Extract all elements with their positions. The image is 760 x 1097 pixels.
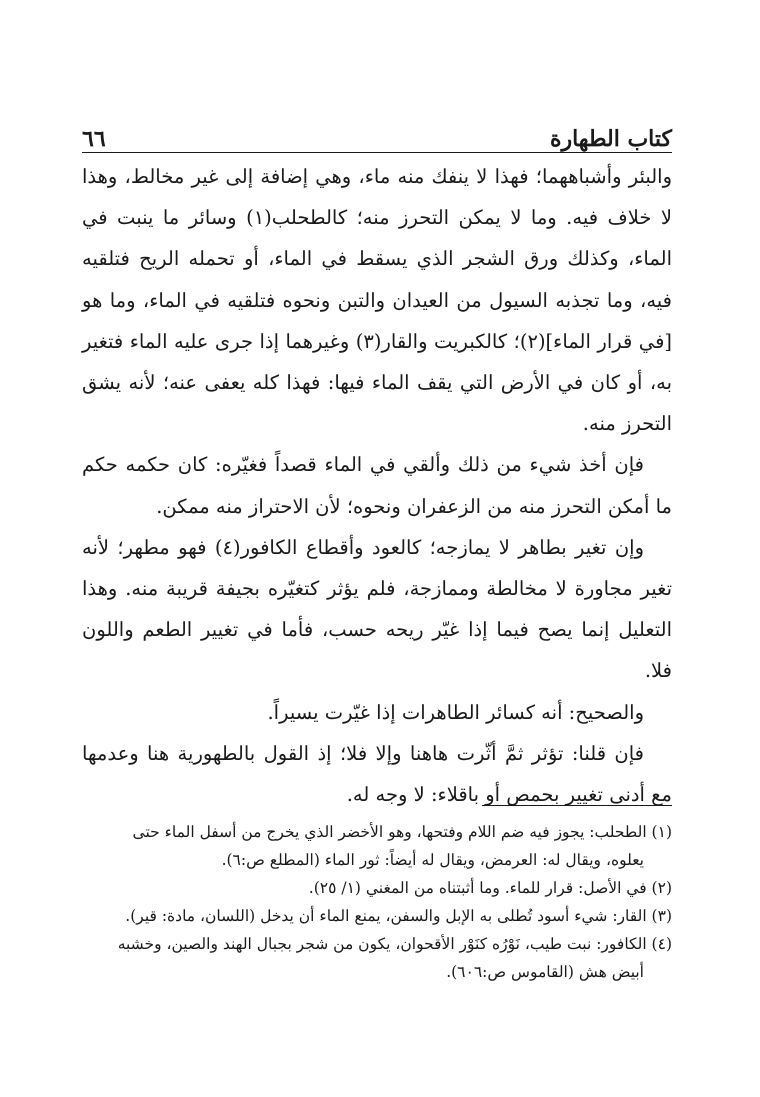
paragraph-2: فإن أخذ شيء من ذلك وألقي في الماء قصداً فغيّره: كان حكمه حكم ما أمكن التحرز منه من الزعفران ونحوه؛ لأن الاحتراز منه ممكن.: [82, 453, 672, 518]
footnote-4: [82, 930, 672, 986]
footnote-1-line-2: يعلوه، ويقال له: العرمض، ويقال له أيضاً: ثور الماء (المطلع ص:٦).: [221, 851, 644, 869]
paragraph-4: والصحيح: أنه كسائر الطاهرات إذا غيّرت يسيراً.: [267, 700, 644, 724]
paragraph-1: والبئر وأشباههما؛ فهذا لا ينفك منه ماء، وهي إضافة إلى غير مخالط، وهذا لا خلاف فيه. وما لا يمكن التحرز منه؛ كالطحلب(١) وسائر ما ينبت في الماء، وكذلك ورق الشجر الذي يسقط في الماء، أو تحمله الريح فتلقيه فيه، وما تجذبه السيول من العيدان والتبن ونحوه فتلقيه في الماء، وما هو [في قرار الماء](٢)؛ كالكبريت والقار(٣) وغيرهما إذا جرى عليه الماء فتغير به، أو كان في الأرض التي يقف الماء فيها: فهذا كله يعفى عنه؛ لأنه يشق التحرز منه.: [82, 165, 672, 436]
footnote-divider: [482, 805, 672, 806]
footnote-4-line-1: (٤) الكافور: نبت طيب، نَوْرُه كنَوْر الأقحوان، يكون من شجر بجبال الهند والصين، وخشبه: [117, 935, 672, 953]
header-divider: [82, 152, 672, 153]
footnote-2: (٢) في الأصل: قرار للماء. وما أثبتناه من المغني (١/ ٢٥).: [308, 879, 672, 897]
running-header: [82, 116, 672, 152]
paragraph-3: وإن تغير بطاهر لا يمازجه؛ كالعود وأقطاع الكافور(٤) فهو مطهر؛ لأنه تغير مجاورة لا مخالطة وممازجة، فلم يؤثر كتغيّره بجيفة قريبة منه. وهذا التعليل إنما يصح فيما إذا غيّر ريحه حسب، فأما في تغيير الطعم واللون فلا.: [82, 535, 672, 683]
chapter-title: كتاب الطهارة: [549, 126, 672, 152]
footnote-4-line-2: أبيض هش (القاموس ص:٦٠٦).: [446, 963, 644, 981]
footnotes: [82, 818, 672, 986]
footnote-1-line-1: (١) الطحلب: يجوز فيه ضم اللام وفتحها، وهو الأخضر الذي يخرج من أسفل الماء حتى: [132, 823, 672, 841]
footnote-1: [82, 818, 672, 874]
footnote-3: (٣) القار: شيء أسود تُطلى به الإبل والسفن، يمنع الماء أن يدخل (اللسان، مادة: قير).: [125, 907, 672, 925]
page-number: ٦٦: [82, 126, 106, 152]
paragraph-5: فإن قلنا: تؤثر ثمَّ أثّرت هاهنا وإلا فلا؛ إذ القول بالطهورية هنا وعدمها مع أدنى تغيير بحمص أو باقلاء: لا وجه له.: [82, 741, 672, 807]
main-text: [82, 156, 672, 815]
